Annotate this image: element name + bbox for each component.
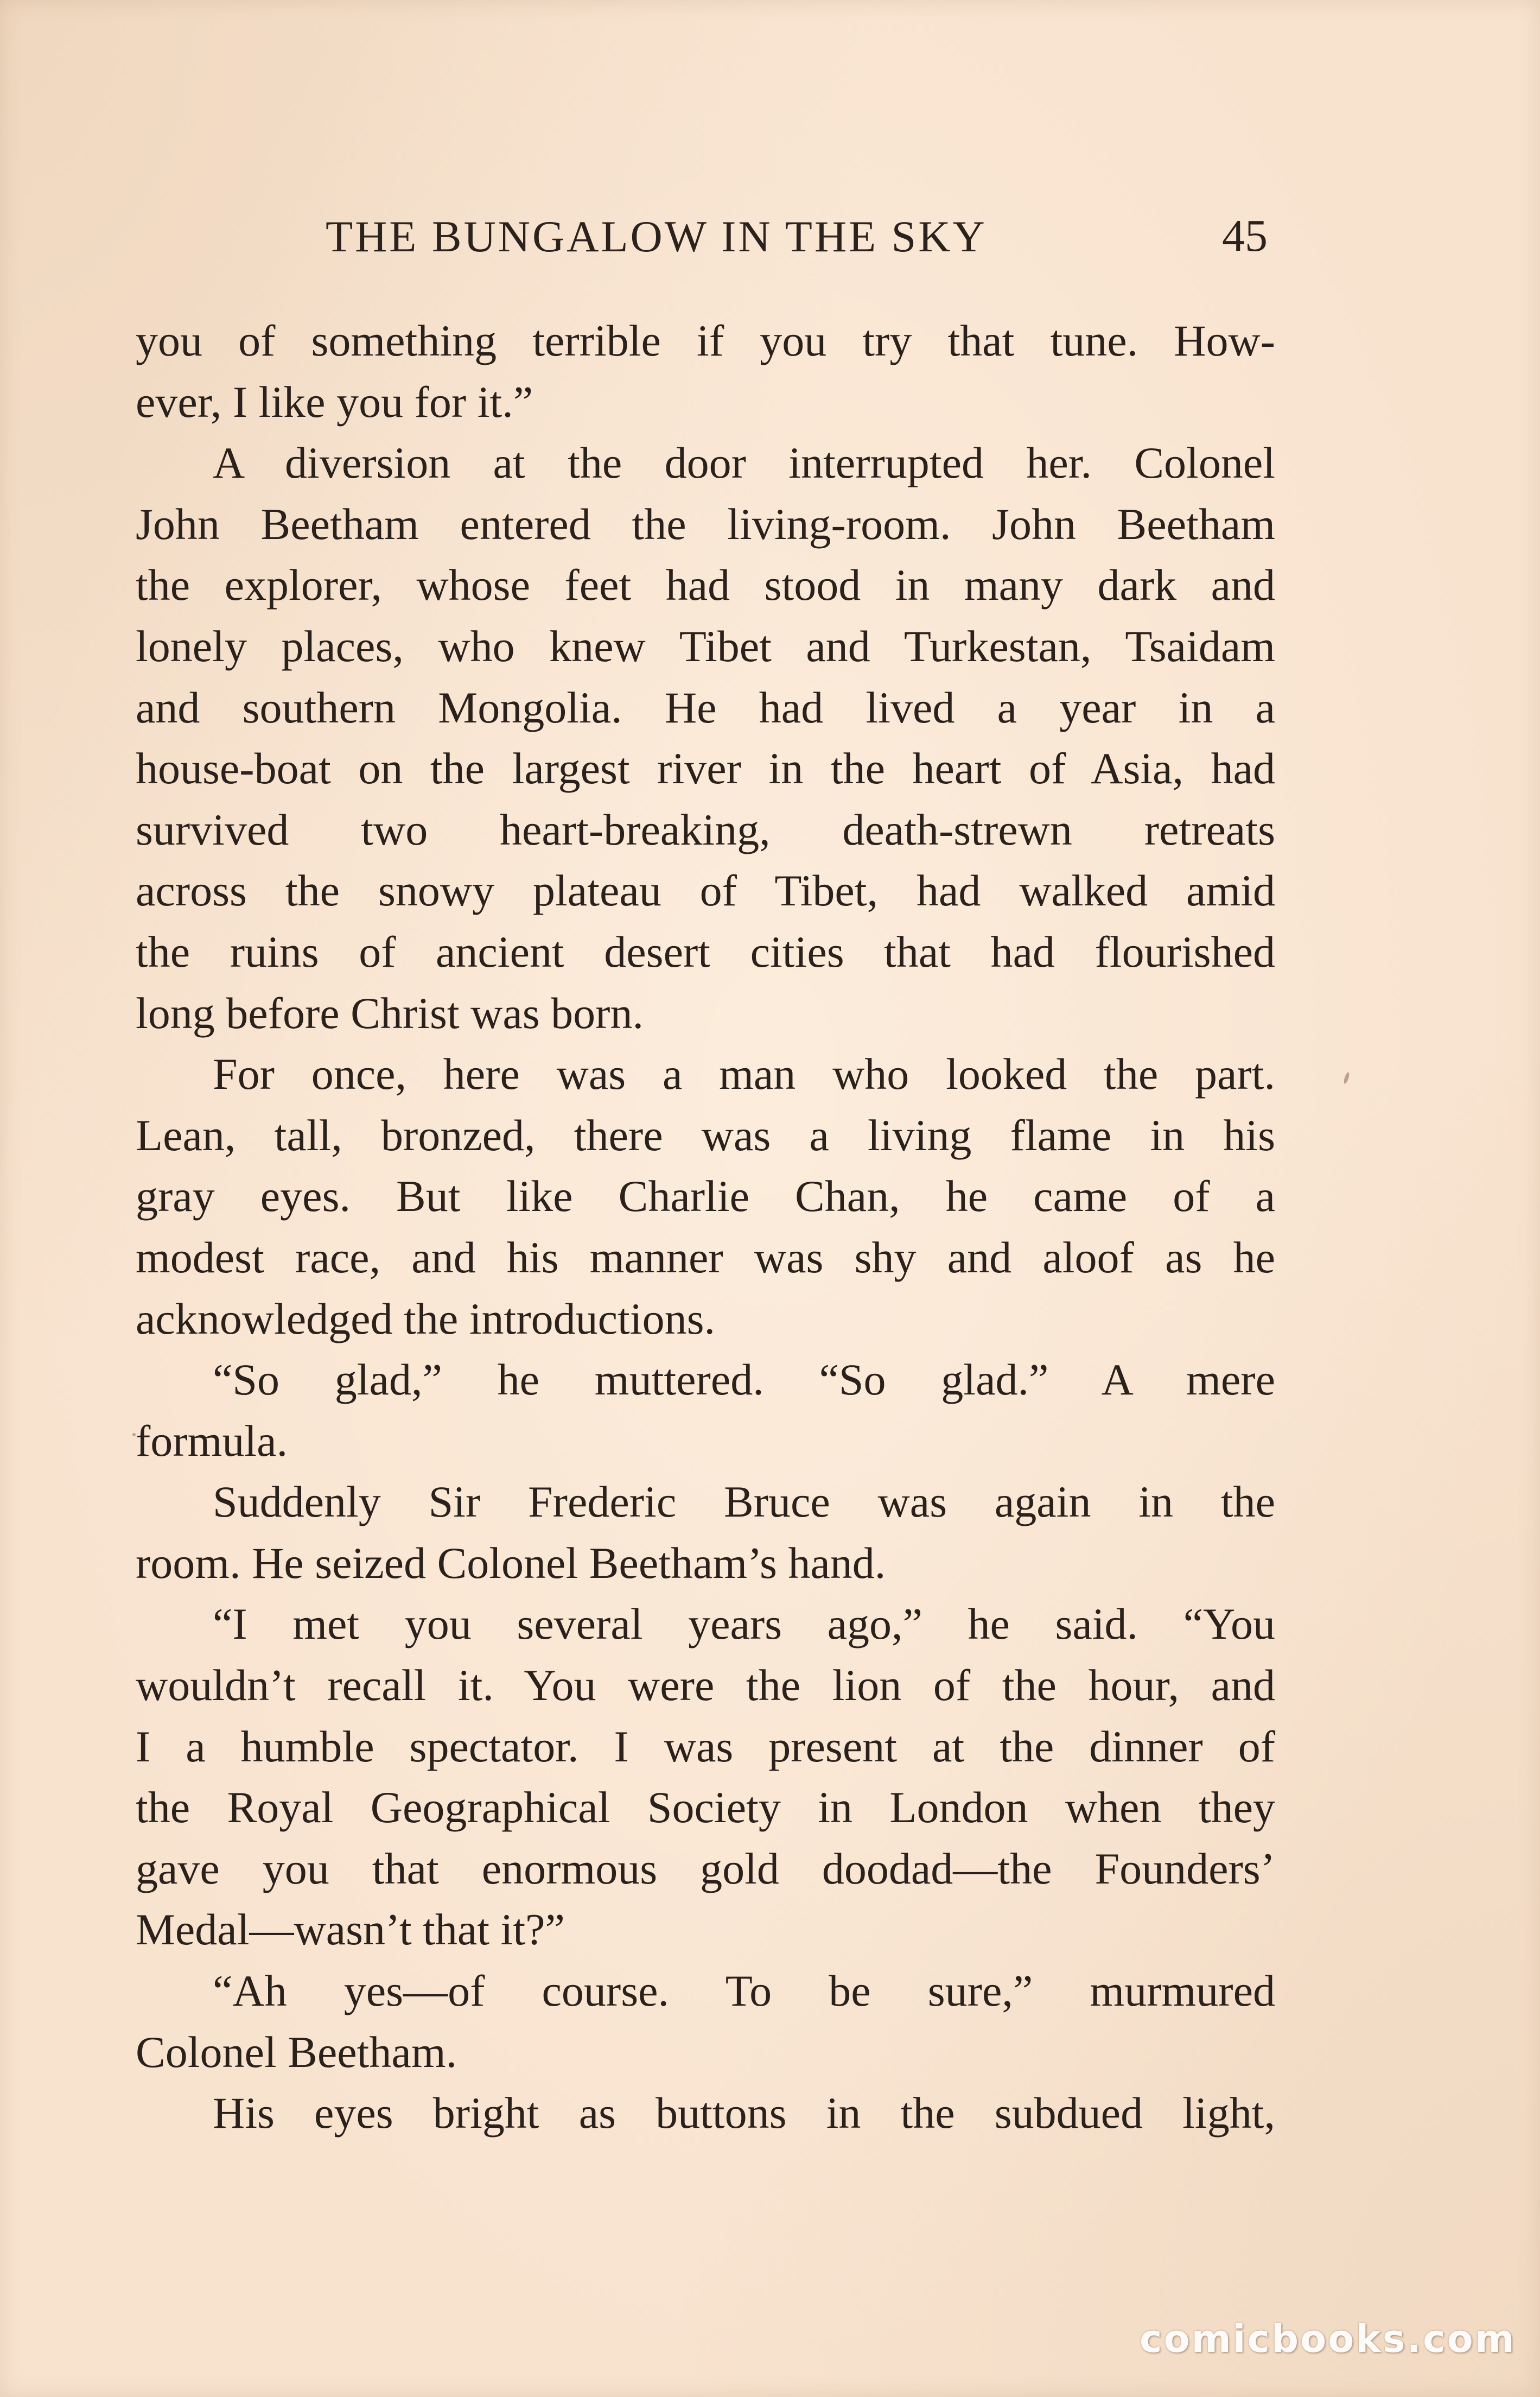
text-line: long before Christ was born. <box>136 988 644 1038</box>
text-line: across the snowy plateau of Tibet, had walked amid <box>136 866 1275 916</box>
text-line: “Ah yes—of course. To be sure,” murmured <box>213 1966 1275 2016</box>
body-text <box>136 310 1275 2144</box>
text-line: A diversion at the door interrupted her. Colonel <box>213 438 1275 488</box>
text-line: I a humble spectator. I was present at the dinner of <box>136 1721 1275 1771</box>
paper-speck <box>1343 1071 1350 1084</box>
text-line: Suddenly Sir Frederic Bruce was again in the <box>213 1477 1275 1527</box>
text-line: “So glad,” he muttered. “So glad.” A mere <box>213 1355 1275 1405</box>
text-line: ever, I like you for it.” <box>136 377 533 427</box>
text-line: “I met you several years ago,” he said. “You <box>213 1599 1275 1649</box>
paper-speck <box>132 1433 136 1436</box>
page-number: 45 <box>1222 211 1268 261</box>
text-line: gray eyes. But like Charlie Chan, he came of a <box>136 1171 1275 1221</box>
text-line: and southern Mongolia. He had lived a year in a <box>136 682 1275 732</box>
text-line: Lean, tall, bronzed, there was a living flame in his <box>136 1110 1275 1160</box>
text-line: modest race, and his manner was shy and aloof as he <box>136 1232 1275 1282</box>
text-line: lonely places, who knew Tibet and Turkestan, Tsaidam <box>136 621 1275 671</box>
text-line: the explorer, whose feet had stood in many dark and <box>136 560 1275 610</box>
text-line: survived two heart-breaking, death-strewn retreats <box>136 804 1275 854</box>
text-line: For once, here was a man who looked the part. <box>213 1049 1275 1099</box>
text-line: the Royal Geographical Society in London when they <box>136 1783 1275 1832</box>
text-line: house-boat on the largest river in the heart of Asia, had <box>136 744 1275 794</box>
text-line: you of something terrible if you try that tune. How- <box>136 316 1275 365</box>
text-line: acknowledged the introductions. <box>136 1293 716 1343</box>
text-line: formula. <box>136 1416 288 1466</box>
text-line: room. He seized Colonel Beetham’s hand. <box>136 1538 886 1588</box>
watermark-logo: comicbooks.com <box>1140 2317 1516 2361</box>
text-line: wouldn’t recall it. You were the lion of the hour, and <box>136 1660 1275 1710</box>
text-line: gave you that enormous gold doodad—the Founders’ <box>136 1843 1275 1893</box>
text-line: His eyes bright as buttons in the subdued light, <box>213 2088 1275 2138</box>
text-line: Medal—wasn’t that it?” <box>136 1905 565 1955</box>
text-line: John Beetham entered the living-room. John Beetham <box>136 499 1275 549</box>
running-head-title: THE BUNGALOW IN THE SKY <box>326 212 987 261</box>
text-line: Colonel Beetham. <box>136 2027 457 2077</box>
text-line: the ruins of ancient desert cities that had flourished <box>136 927 1275 976</box>
